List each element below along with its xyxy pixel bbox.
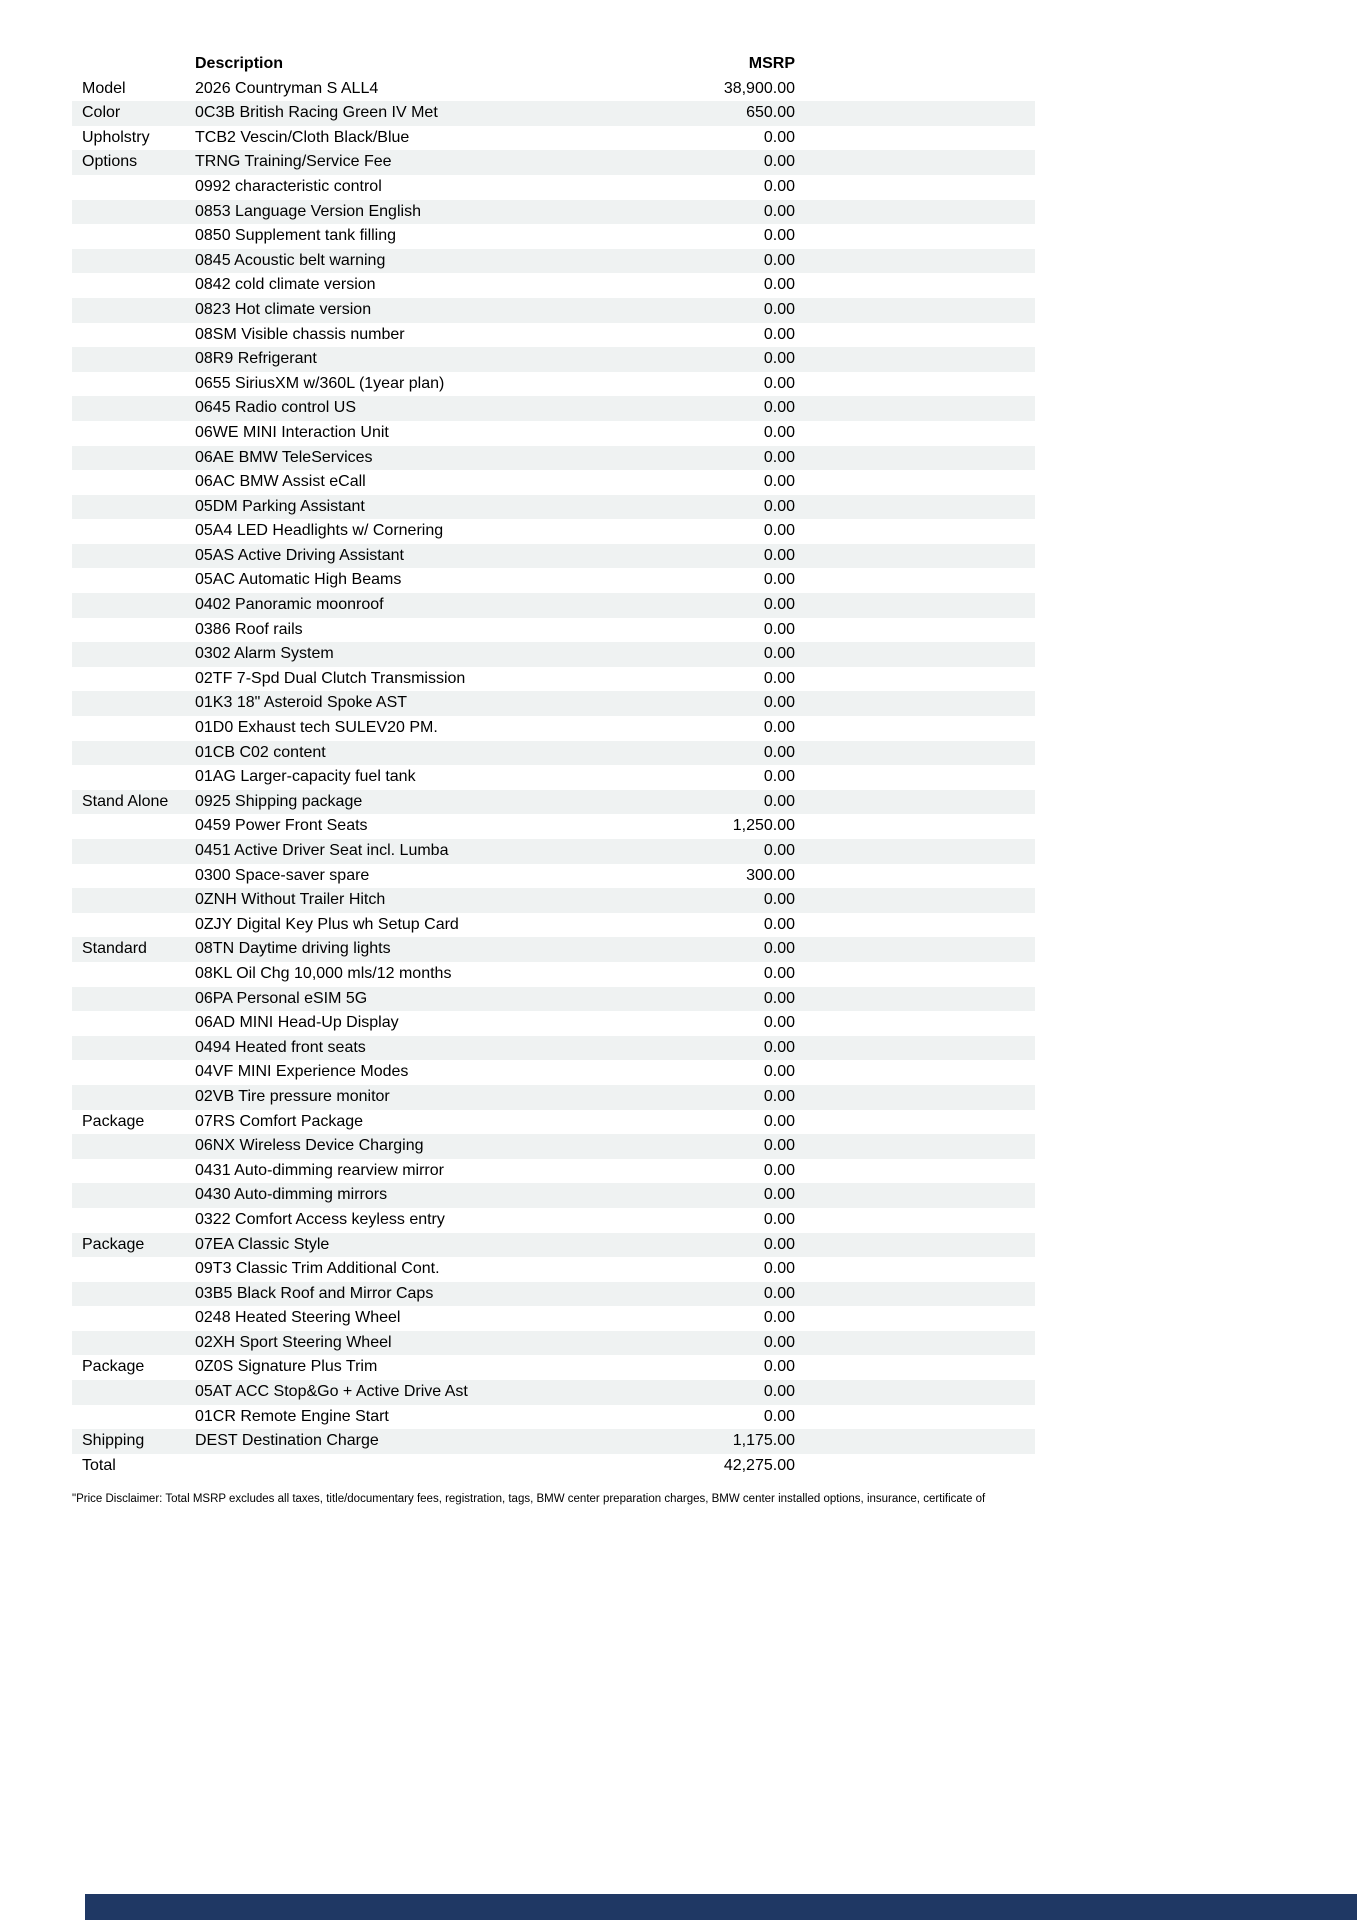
description-cell: 0ZJY Digital Key Plus wh Setup Card (195, 915, 459, 933)
msrp-cell: 0.00 (763, 177, 795, 195)
description-cell: 02TF 7-Spd Dual Clutch Transmission (195, 669, 466, 687)
msrp-cell: 0.00 (763, 1186, 795, 1204)
table-row (72, 568, 1035, 593)
msrp-cell: 0.00 (763, 546, 795, 564)
category-cell: Options (82, 153, 138, 171)
msrp-cell: 650.00 (746, 104, 795, 122)
table-row (72, 1085, 1035, 1110)
description-cell: 05DM Parking Assistant (195, 497, 365, 515)
table-row (72, 1355, 1035, 1380)
msrp-cell: 0.00 (763, 891, 795, 909)
table-row (72, 1429, 1035, 1454)
msrp-cell: 0.00 (763, 571, 795, 589)
msrp-cell: 0.00 (763, 694, 795, 712)
description-cell: 2026 Countryman S ALL4 (195, 79, 379, 97)
msrp-cell: 0.00 (763, 1087, 795, 1105)
table-row (72, 175, 1035, 200)
description-cell: 0823 Hot climate version (195, 300, 372, 318)
description-cell: 0C3B British Racing Green IV Met (195, 104, 438, 122)
table-row (72, 1306, 1035, 1331)
description-cell: 05AC Automatic High Beams (195, 571, 402, 589)
msrp-cell: 0.00 (763, 227, 795, 245)
description-cell: DEST Destination Charge (195, 1432, 379, 1450)
msrp-cell: 0.00 (763, 300, 795, 318)
msrp-cell: 0.00 (763, 448, 795, 466)
msrp-cell: 0.00 (763, 350, 795, 368)
description-cell: 0248 Heated Steering Wheel (195, 1309, 401, 1327)
description-cell: 0322 Comfort Access keyless entry (195, 1210, 445, 1228)
description-cell: 06NX Wireless Device Charging (195, 1137, 424, 1155)
description-cell: 02VB Tire pressure monitor (195, 1087, 390, 1105)
description-cell: 0Z0S Signature Plus Trim (195, 1358, 378, 1376)
msrp-cell: 0.00 (763, 399, 795, 417)
table-row (72, 470, 1035, 495)
table-row (72, 1110, 1035, 1135)
table-row (72, 1011, 1035, 1036)
category-cell: Package (82, 1112, 145, 1130)
table-row (72, 790, 1035, 815)
msrp-cell: 0.00 (763, 768, 795, 786)
msrp-cell: 0.00 (763, 1210, 795, 1228)
category-cell: Package (82, 1235, 145, 1253)
table-row (72, 1060, 1035, 1085)
description-cell: 06AC BMW Assist eCall (195, 473, 366, 491)
table-row (72, 814, 1035, 839)
msrp-cell: 0.00 (763, 128, 795, 146)
msrp-cell: 0.00 (763, 276, 795, 294)
table-row (72, 864, 1035, 889)
msrp-cell: 1,250.00 (732, 817, 795, 835)
msrp-cell: 0.00 (763, 1333, 795, 1351)
msrp-cell: 0.00 (763, 940, 795, 958)
description-cell: 0845 Acoustic belt warning (195, 251, 386, 269)
description-cell: TRNG Training/Service Fee (195, 153, 392, 171)
description-cell: 09T3 Classic Trim Additional Cont. (195, 1260, 440, 1278)
description-cell: 03B5 Black Roof and Mirror Caps (195, 1284, 434, 1302)
table-row (72, 765, 1035, 790)
msrp-cell: 0.00 (763, 1407, 795, 1425)
description-cell: 01CB C02 content (195, 743, 326, 761)
table-row (72, 642, 1035, 667)
description-cell: 07RS Comfort Package (195, 1112, 364, 1130)
msrp-cell: 0.00 (763, 1284, 795, 1302)
description-cell: 0300 Space-saver spare (195, 866, 370, 884)
description-cell: 08TN Daytime driving lights (195, 940, 391, 958)
description-cell: 0850 Supplement tank filling (195, 227, 397, 245)
description-cell: 08R9 Refrigerant (195, 350, 317, 368)
table-row (72, 1380, 1035, 1405)
msrp-cell: 0.00 (763, 1358, 795, 1376)
category-cell: Model (82, 79, 126, 97)
description-cell: 08SM Visible chassis number (195, 325, 405, 343)
description-cell: 02XH Sport Steering Wheel (195, 1333, 392, 1351)
msrp-cell: 0.00 (763, 1161, 795, 1179)
msrp-cell: 0.00 (763, 645, 795, 663)
msrp-cell: 0.00 (763, 1309, 795, 1327)
msrp-cell: 0.00 (763, 1038, 795, 1056)
msrp-cell: 0.00 (763, 497, 795, 515)
msrp-cell: 0.00 (763, 1063, 795, 1081)
table-row (72, 126, 1035, 151)
description-cell: 0925 Shipping package (195, 792, 363, 810)
description-cell: 0494 Heated front seats (195, 1038, 366, 1056)
category-cell: Upholstry (82, 128, 150, 146)
msrp-cell: 0.00 (763, 473, 795, 491)
description-cell: 0645 Radio control US (195, 399, 356, 417)
table-row (72, 937, 1035, 962)
msrp-cell: 0.00 (763, 423, 795, 441)
category-cell: Stand Alone (82, 792, 169, 810)
category-cell: Shipping (82, 1432, 145, 1450)
table-row (72, 1257, 1035, 1282)
table-row (72, 1159, 1035, 1184)
table-row (72, 1208, 1035, 1233)
description-cell: 0431 Auto-dimming rearview mirror (195, 1161, 444, 1179)
msrp-cell: 38,900.00 (723, 79, 795, 97)
table-row (72, 519, 1035, 544)
msrp-cell: 0.00 (763, 989, 795, 1007)
table-row (72, 839, 1035, 864)
table-body (72, 77, 1035, 1479)
price-disclaimer-text: "Price Disclaimer: Total MSRP excludes all taxes, title/documentary fees, registration, tags, BMW center preparation charges, BMW center installed options, insurance, certificate of (72, 1493, 986, 1505)
msrp-cell: 0.00 (763, 842, 795, 859)
description-cell: 0302 Alarm System (195, 645, 334, 663)
msrp-cell: 0.00 (763, 719, 795, 737)
table-row (72, 224, 1035, 249)
table-row (72, 495, 1035, 520)
description-cell: 0386 Roof rails (195, 620, 303, 638)
description-cell: 05A4 LED Headlights w/ Cornering (195, 522, 444, 540)
table-row (72, 249, 1035, 274)
msrp-cell: 0.00 (763, 1137, 795, 1155)
description-cell: 01AG Larger-capacity fuel tank (195, 768, 416, 786)
table-row (72, 101, 1035, 126)
category-cell: Color (82, 104, 121, 122)
description-cell: 0430 Auto-dimming mirrors (195, 1186, 388, 1204)
table-row (72, 273, 1035, 298)
msrp-cell: 0.00 (763, 522, 795, 540)
description-cell: 0459 Power Front Seats (195, 817, 368, 835)
description-cell: 04VF MINI Experience Modes (195, 1063, 409, 1081)
table-row (72, 544, 1035, 569)
table-row (72, 1233, 1035, 1258)
msrp-cell: 0.00 (763, 1112, 795, 1130)
table-header-row (72, 52, 1035, 77)
table-row (72, 618, 1035, 643)
msrp-cell: 0.00 (763, 743, 795, 761)
description-cell: 0992 characteristic control (195, 177, 382, 195)
table-row (72, 593, 1035, 618)
table-row (72, 691, 1035, 716)
table-row (72, 962, 1035, 987)
description-cell: 0655 SiriusXM w/360L (1year plan) (195, 374, 445, 392)
table-row (72, 200, 1035, 225)
description-cell: 01CR Remote Engine Start (195, 1407, 389, 1425)
msrp-cell: 0.00 (763, 1235, 795, 1253)
msrp-cell: 0.00 (763, 915, 795, 933)
table-row (72, 150, 1035, 175)
msrp-cell: 0.00 (763, 669, 795, 687)
description-cell: 06WE MINI Interaction Unit (195, 423, 389, 441)
description-cell: 05AS Active Driving Assistant (195, 546, 404, 564)
description-cell: 08KL Oil Chg 10,000 mls/12 months (195, 964, 452, 982)
description-cell: 06PA Personal eSIM 5G (195, 989, 368, 1007)
table-row (72, 421, 1035, 446)
msrp-cell: 42,275.00 (723, 1456, 795, 1474)
msrp-cell: 0.00 (763, 251, 795, 269)
msrp-cell: 0.00 (763, 202, 795, 220)
category-cell: Standard (82, 940, 147, 958)
table-row (72, 323, 1035, 348)
description-cell: 0ZNH Without Trailer Hitch (195, 891, 386, 909)
msrp-cell: 0.00 (763, 153, 795, 171)
table-row (72, 1331, 1035, 1356)
table-row (72, 1036, 1035, 1061)
msrp-cell: 0.00 (763, 1383, 795, 1401)
table-row (72, 716, 1035, 741)
description-cell: 06AE BMW TeleServices (195, 448, 373, 466)
table-row (72, 396, 1035, 421)
msrp-column-header: MSRP (748, 55, 795, 72)
msrp-cell: 0.00 (763, 1014, 795, 1032)
msrp-cell: 300.00 (746, 866, 795, 884)
msrp-cell: 0.00 (763, 964, 795, 982)
description-cell: 05AT ACC Stop&Go + Active Drive Ast (195, 1383, 468, 1401)
description-cell: 0853 Language Version English (195, 202, 421, 220)
table-row (72, 913, 1035, 938)
description-column-header: Description (195, 55, 284, 72)
category-cell: Total (82, 1456, 116, 1474)
table-row (72, 741, 1035, 766)
description-cell: TCB2 Vescin/Cloth Black/Blue (195, 128, 410, 146)
table-row (72, 1183, 1035, 1208)
category-cell: Package (82, 1358, 145, 1376)
msrp-cell: 0.00 (763, 374, 795, 392)
table-row (72, 1405, 1035, 1430)
msrp-cell: 0.00 (763, 1260, 795, 1278)
table-row (72, 77, 1035, 102)
table-row (72, 888, 1035, 913)
table-row (72, 446, 1035, 471)
msrp-cell: 0.00 (763, 620, 795, 638)
description-cell: 07EA Classic Style (195, 1235, 330, 1253)
table-row (72, 347, 1035, 372)
description-cell: 0842 cold climate version (195, 276, 376, 294)
table-row (72, 987, 1035, 1012)
description-cell: 06AD MINI Head-Up Display (195, 1014, 399, 1032)
table-row (72, 372, 1035, 397)
description-cell: 0402 Panoramic moonroof (195, 596, 384, 614)
msrp-cell: 0.00 (763, 792, 795, 810)
msrp-cell: 0.00 (763, 596, 795, 614)
msrp-cell: 1,175.00 (732, 1432, 795, 1450)
description-cell: 0451 Active Driver Seat incl. Lumba (195, 842, 449, 859)
description-cell: 01K3 18" Asteroid Spoke AST (195, 694, 408, 712)
table-row (72, 1134, 1035, 1159)
table-row (72, 298, 1035, 323)
table-row (72, 667, 1035, 692)
pricing-table (72, 52, 1035, 1478)
footer-accent-bar (85, 1894, 1357, 1920)
msrp-cell: 0.00 (763, 325, 795, 343)
description-cell: 01D0 Exhaust tech SULEV20 PM. (195, 719, 438, 737)
table-row (72, 1282, 1035, 1307)
table-row (72, 1454, 1035, 1479)
